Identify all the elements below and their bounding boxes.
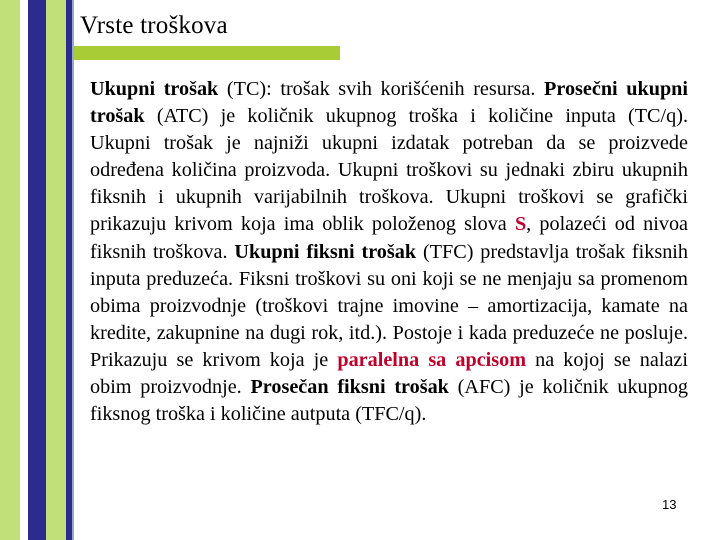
body-text-segment: (TFC) predstavlja trošak fiksnih inputa preduzeća. Fiksni troškovi su oni koji se ne menjaju sa promenom obima proizvodnje (troškovi trajne imovine – amortizacija, kamate na kredite, zakupnine na dugi rok, itd.). Postoje i kada preduzeće ne posluje. Prikazuju se krivom koja je (90, 240, 689, 371)
title-underline-bar (74, 46, 340, 60)
body-text-segment: (AFC) je količnik ukupnog fiksnog troška i količine autputa (TFC/q). (90, 376, 689, 426)
term-prosecni-ukupni-trosak: Prosečni ukupni trošak (90, 78, 689, 128)
body-text-segment: , polazeći od nivoa fiksnih troškova. (90, 213, 688, 263)
left-stripe-navy (28, 0, 46, 540)
body-text-segment: (ATC) je količnik ukupnog troška i količine inputa (TC/q). Ukupni trošak je najniži ukupni izdatak potreban da se proizvede određena količina proizvoda. Ukupni troškovi su jednaki zbiru ukupnih fiksnih i ukupnih varijabilnih troškova. Ukupni troškovi se grafički prikazuju krivom koja ima oblik položenog slova (90, 105, 688, 236)
body-paragraph (90, 76, 688, 428)
highlight-paralelna-sa-apcisom: paralelna sa apcisom (337, 348, 527, 371)
left-stripe-white (20, 0, 28, 540)
left-stripe-green-2 (46, 0, 66, 540)
highlight-s: S (514, 213, 527, 236)
slide-title: Vrste troškova (80, 12, 228, 39)
term-ukupni-fiksni-trosak: Ukupni fiksni trošak (234, 240, 417, 263)
page-number: 13 (662, 497, 677, 512)
body-text-segment: (TC): trošak svih korišćenih resursa. (218, 78, 545, 100)
term-prosecan-fiksni-trosak: Prosečan fiksni trošak (250, 376, 449, 399)
term-ukupni-trosak: Ukupni trošak (90, 78, 219, 100)
body-text-segment: na kojoj se nalazi obim proizvodnje. (90, 348, 689, 399)
left-stripe-green (0, 0, 20, 540)
left-stripe-light (72, 0, 74, 540)
